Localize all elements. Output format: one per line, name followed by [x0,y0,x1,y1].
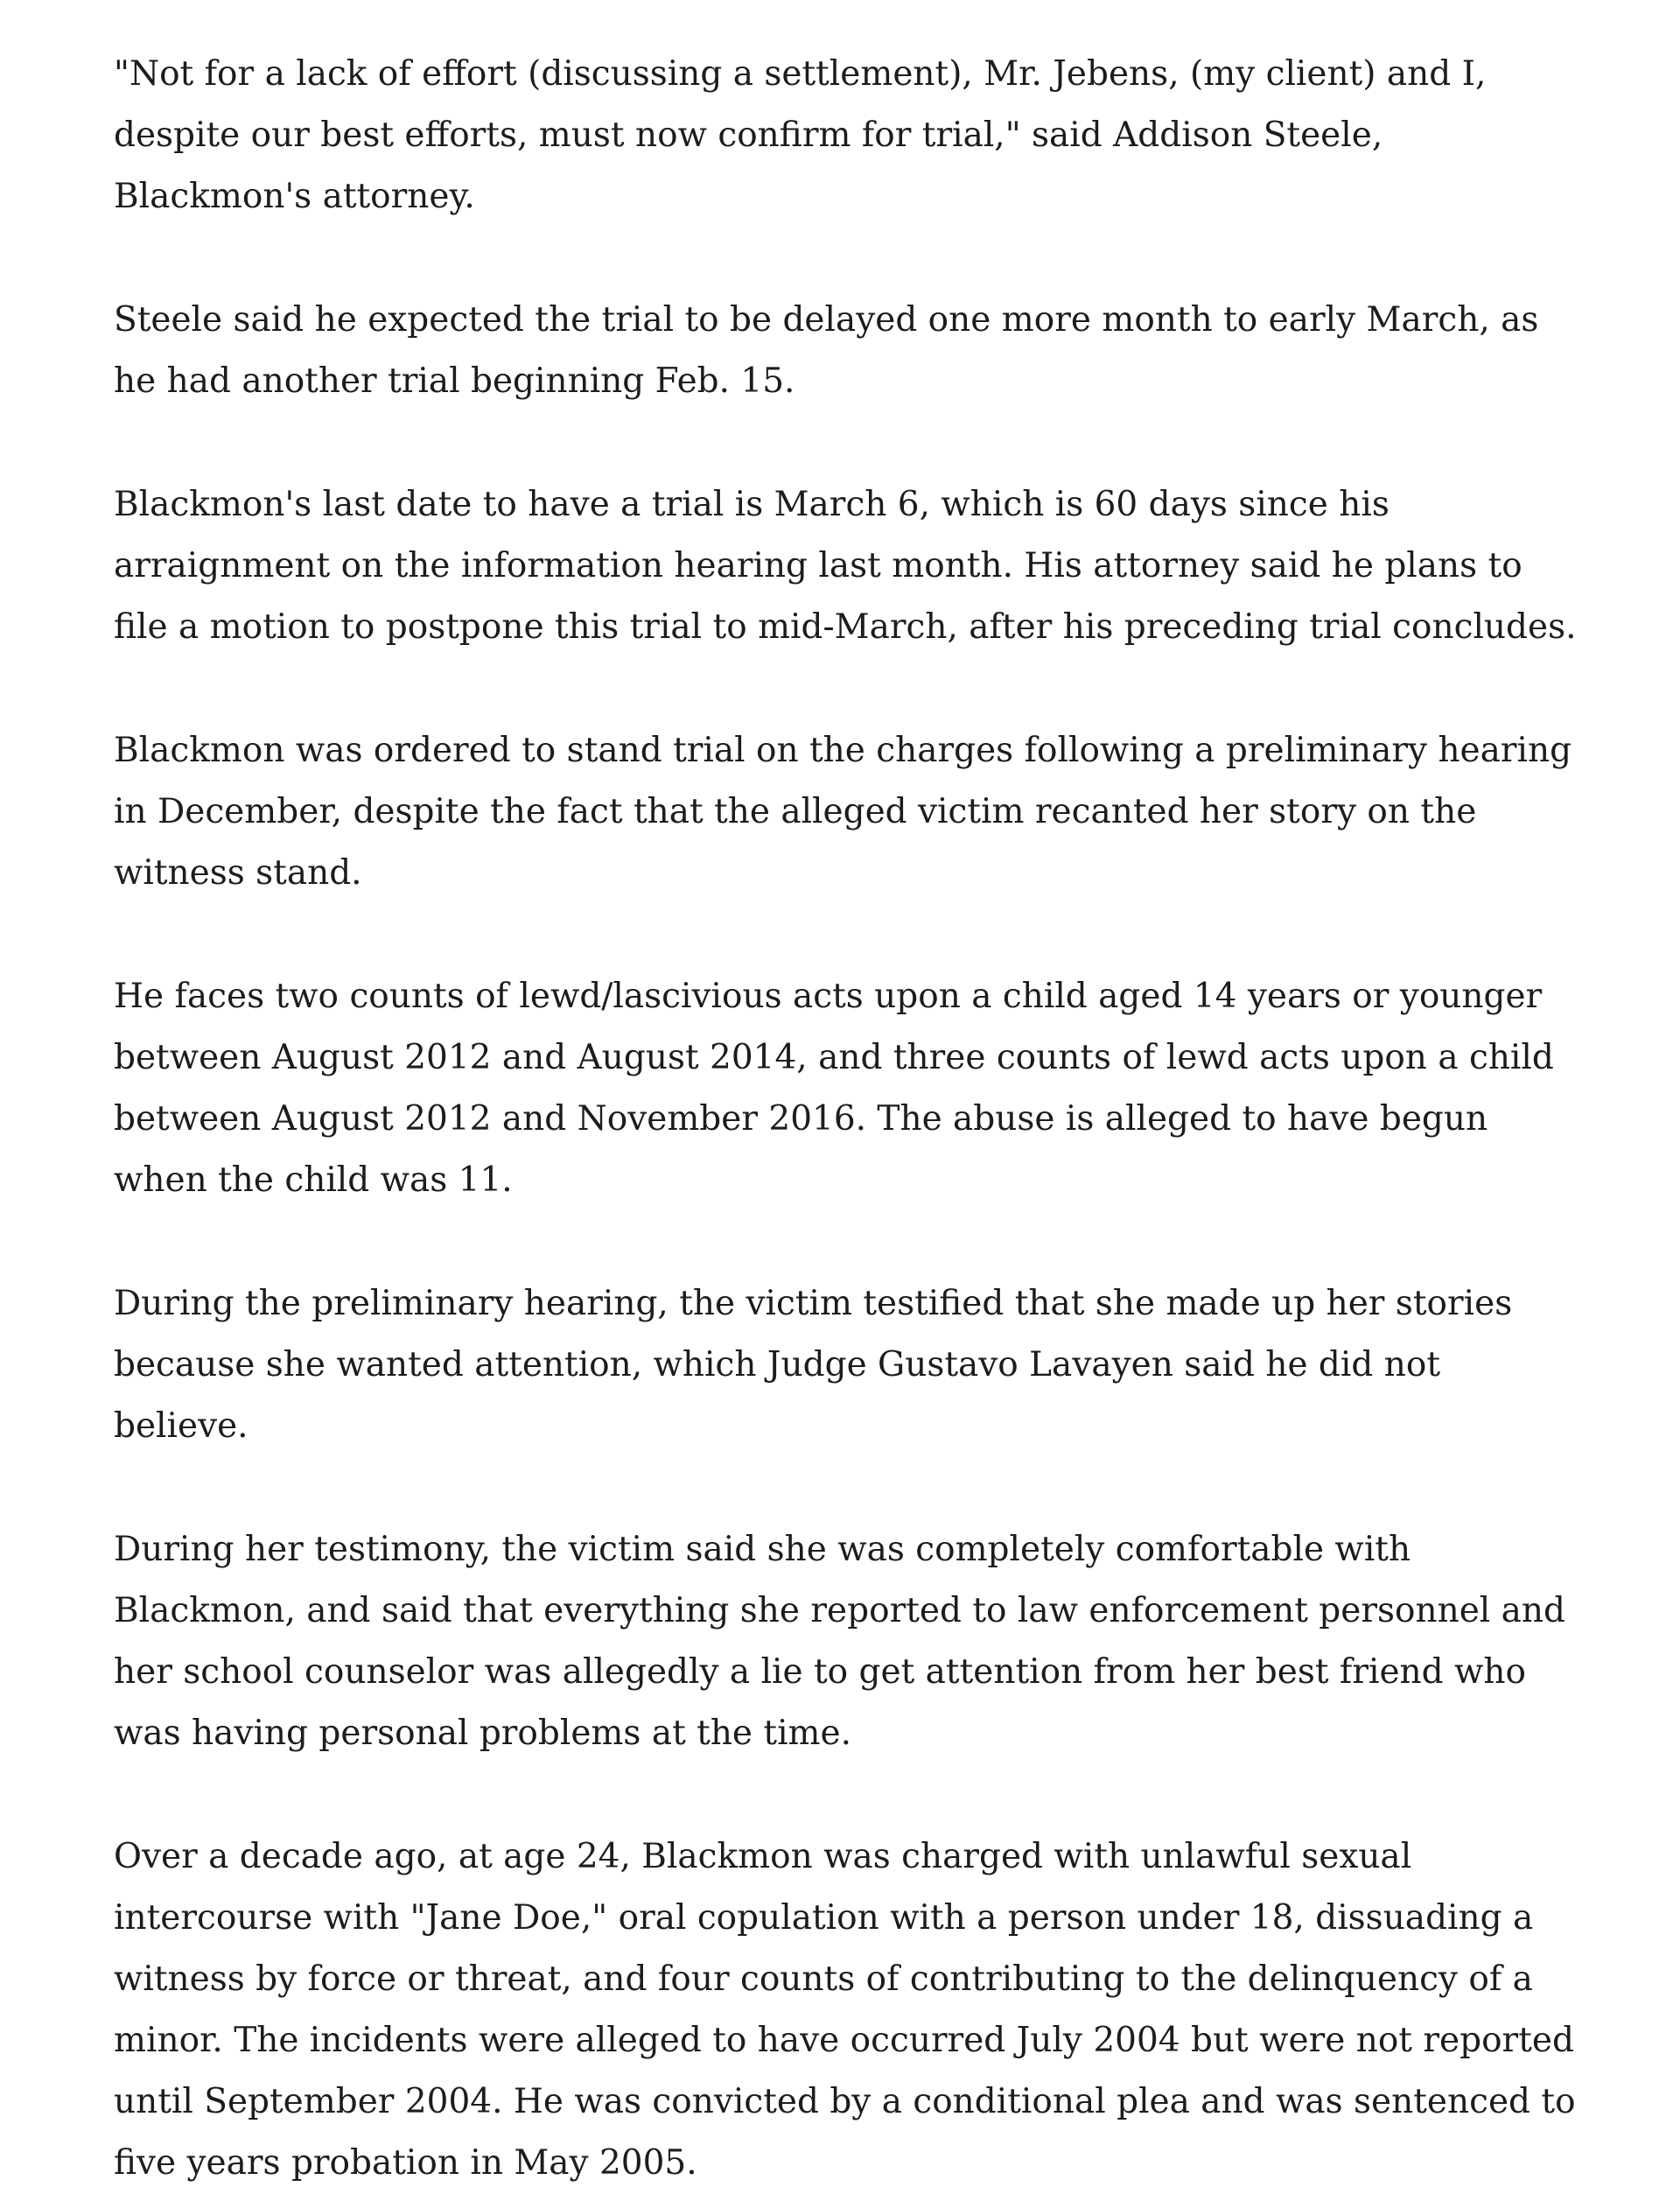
paragraph-victim-testimony: During the preliminary hearing, the victim testified that she made up her stories because she wanted attention, which Judge Gustavo Lavayen said he did not believe. [114,1284,1513,1446]
paragraph-prior-conviction: Over a decade ago, at age 24, Blackmon was charged with unlawful sexual intercourse with "Jane Doe," oral copulation with a person under 18, dissuading a witness by force or threat, and four counts of contributing to the delinquency of a minor. The incidents were alleged to have occurred July 2004 but were not reported until September 2004. He was convicted by a conditional plea and was sentenced to five years probation in May 2005. [114,1837,1576,2183]
article-body [114,44,1584,2194]
paragraph-preliminary-hearing: Blackmon was ordered to stand trial on the charges following a preliminary hearing in December, despite the fact that the alleged victim recanted her story on the witness stand. [114,731,1572,893]
paragraph-charges: He faces two counts of lewd/lascivious acts upon a child aged 14 years or younger between August 2012 and August 2014, and three counts of lewd acts upon a child between August 2012 and November 2016. The abuse is alleged to have begun when the child was 11. [114,977,1554,1200]
paragraph-trial-delay: Steele said he expected the trial to be delayed one more month to early March, as he had another trial beginning Feb. 15. [114,300,1539,401]
paragraph-settlement-quote: "Not for a lack of effort (discussing a settlement), Mr. Jebens, (my client) and I, despite our best efforts, must now confirm for trial," said Addison Steele, Blackmon's attorney. [114,54,1487,216]
paragraph-testimony-details: During her testimony, the victim said she was completely comfortable with Blackmon, and said that everything she reported to law enforcement personnel and her school counselor was allegedly a lie to get attention from her best friend who was having personal problems at the time. [114,1530,1566,1753]
paragraph-trial-deadline: Blackmon's last date to have a trial is March 6, which is 60 days since his arraignment on the information hearing last month. His attorney said he plans to file a motion to postpone this trial to mid-March, after his preceding trial concludes. [114,485,1577,647]
